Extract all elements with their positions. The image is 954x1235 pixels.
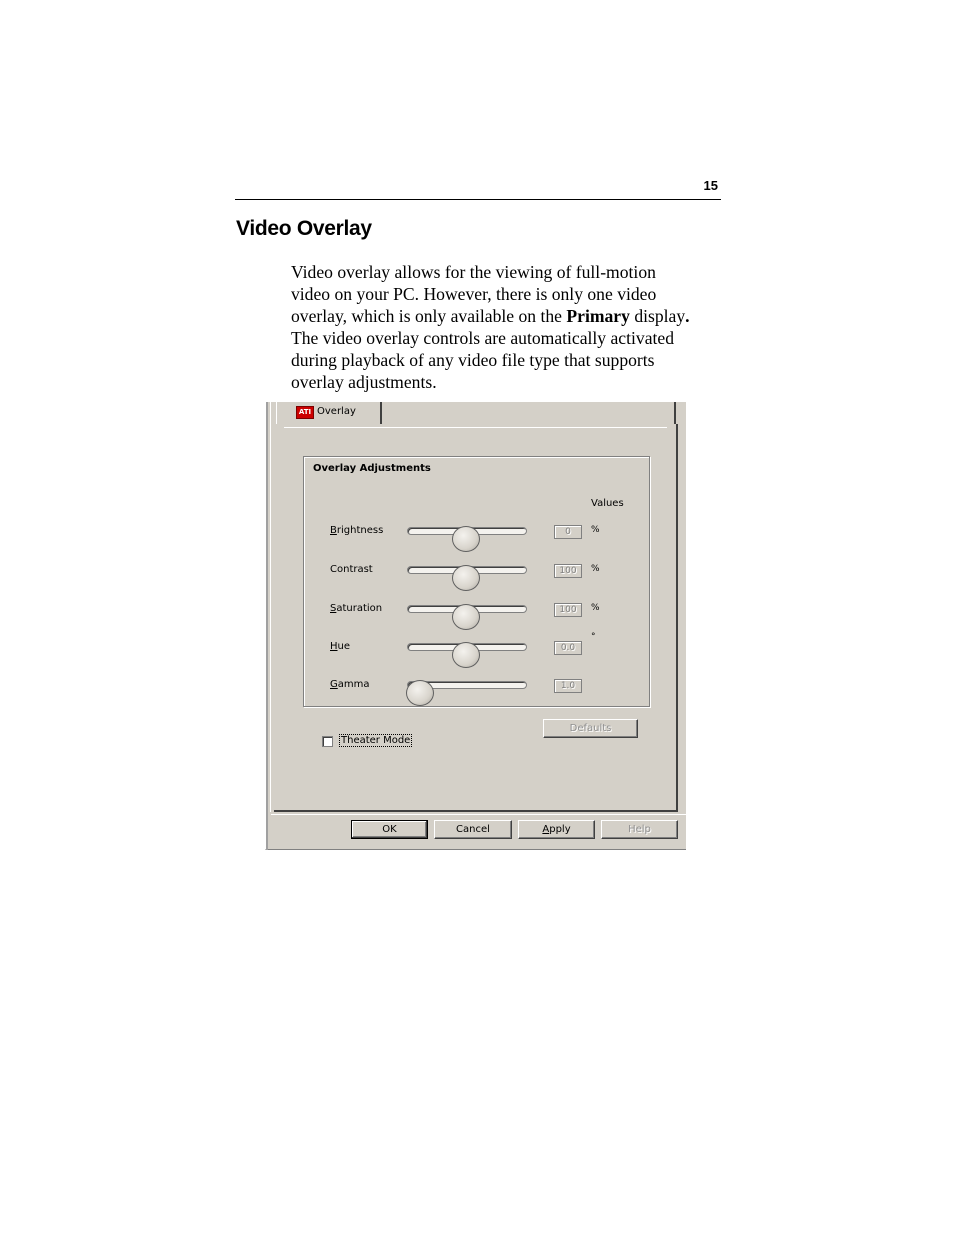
paragraph-line: overlay adjustments.: [291, 372, 437, 392]
help-button[interactable]: Help: [601, 820, 678, 839]
ok-button[interactable]: OK: [351, 820, 428, 839]
gamma-slider[interactable]: [407, 681, 527, 689]
theater-mode-label[interactable]: Theater Mode: [341, 735, 411, 746]
dialog-edge: [270, 402, 271, 812]
apply-accel: A: [542, 824, 550, 835]
contrast-row: [304, 558, 651, 588]
contrast-slider[interactable]: [407, 566, 527, 574]
tab-page-top-line: [284, 427, 667, 428]
gamma-row: [304, 673, 651, 703]
paragraph-line: The video overlay controls are automatically activated: [291, 328, 674, 348]
hue-row: [304, 632, 651, 665]
slider-thumb[interactable]: [452, 565, 480, 591]
saturation-value: 100: [554, 603, 582, 617]
hue-slider[interactable]: [407, 643, 527, 651]
body-paragraph: [291, 261, 721, 393]
tab-edge: [674, 402, 676, 424]
section-heading: Video Overlay: [236, 217, 372, 240]
slider-thumb[interactable]: [452, 642, 480, 668]
hue-label: Hue: [330, 641, 351, 652]
defaults-button[interactable]: Defaults: [543, 719, 638, 738]
dialog-edge: [266, 402, 268, 850]
brightness-value: 0: [554, 525, 582, 539]
paragraph-text: overlay, which is only available on the: [291, 306, 567, 326]
cancel-button[interactable]: Cancel: [434, 820, 512, 839]
bold-period: .: [685, 306, 690, 326]
paragraph-text: display: [629, 306, 686, 326]
ati-logo-icon: ATI: [296, 406, 314, 419]
slider-thumb[interactable]: [452, 604, 480, 630]
hue-unit: °: [591, 632, 596, 642]
brightness-row: [304, 519, 651, 549]
saturation-label: Saturation: [330, 603, 383, 614]
overlay-adjustments-group: [303, 456, 650, 707]
slider-thumb[interactable]: [452, 526, 480, 552]
tab-label: Overlay: [317, 406, 356, 417]
overlay-dialog: [265, 402, 686, 850]
saturation-slider[interactable]: [407, 605, 527, 613]
brightness-unit: %: [591, 525, 600, 535]
saturation-row: [304, 597, 651, 627]
contrast-value: 100: [554, 564, 582, 578]
gamma-value: 1.0: [554, 679, 582, 693]
paragraph-line: during playback of any video file type that supports: [291, 350, 655, 370]
brightness-slider[interactable]: [407, 527, 527, 535]
paragraph-line: video on your PC. However, there is only one video: [291, 284, 657, 304]
hue-value: 0.0: [554, 641, 582, 655]
gamma-label: Gamma: [330, 679, 370, 690]
header-rule: [235, 199, 721, 200]
tab-overlay[interactable]: [276, 402, 382, 424]
bottom-divider: [271, 814, 687, 815]
apply-button[interactable]: [518, 820, 595, 839]
paragraph-line: Video overlay allows for the viewing of full-motion: [291, 262, 656, 282]
apply-label: pply: [549, 824, 571, 835]
contrast-label: Contrast: [330, 564, 373, 575]
group-title: Overlay Adjustments: [313, 463, 431, 474]
slider-thumb[interactable]: [406, 680, 434, 706]
theater-mode-checkbox[interactable]: [322, 736, 333, 747]
contrast-unit: %: [591, 564, 600, 574]
values-header: Values: [591, 498, 624, 509]
paragraph-line: [291, 305, 721, 327]
saturation-unit: %: [591, 603, 600, 613]
page-number: 15: [703, 178, 718, 193]
primary-emphasis: Primary: [566, 306, 630, 326]
brightness-label: Brightness: [330, 525, 384, 536]
